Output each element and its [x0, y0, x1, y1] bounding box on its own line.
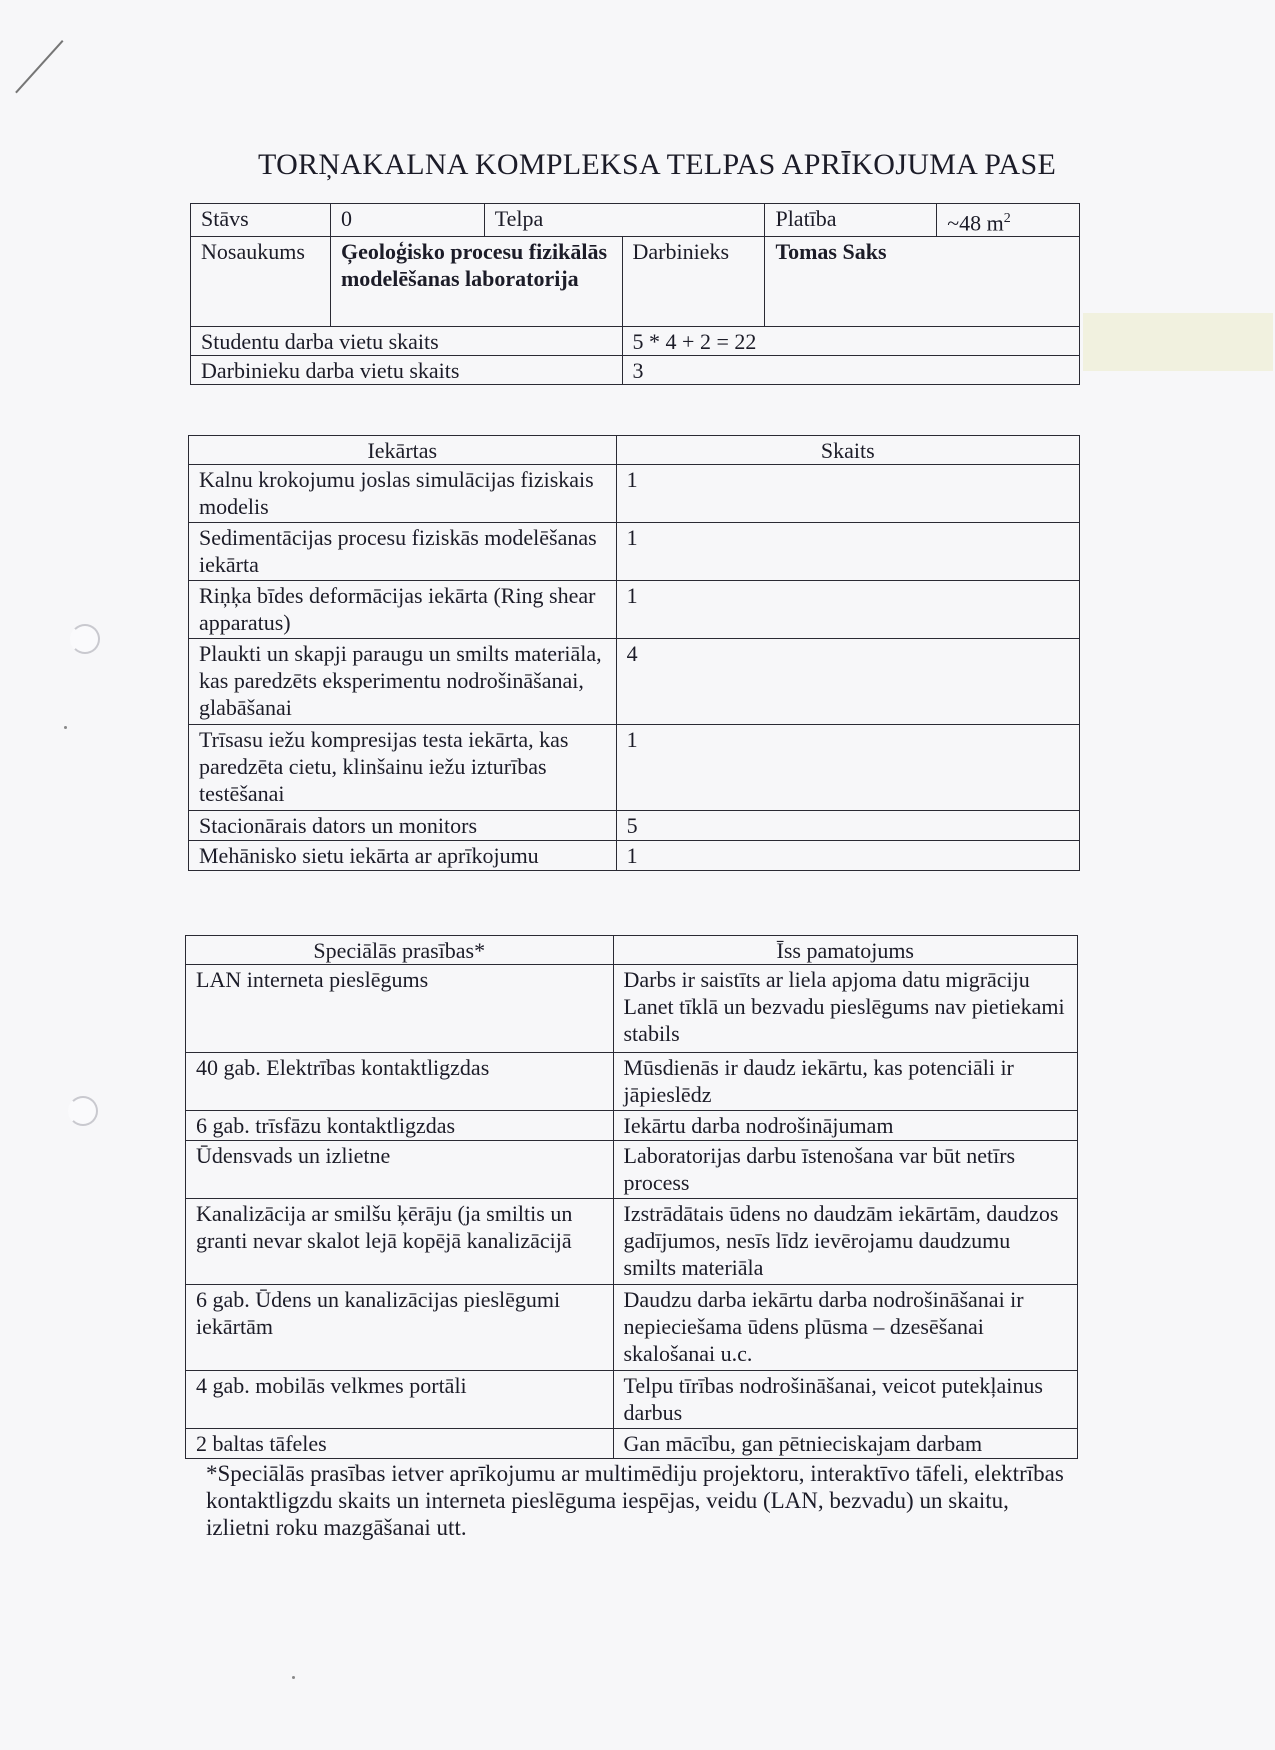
requirements-header-reason: Īss pamatojums: [613, 936, 1078, 965]
equipment-count: 1: [616, 841, 1079, 871]
equipment-count: 1: [616, 725, 1079, 811]
speck: [64, 726, 67, 729]
requirements-table: [185, 935, 1078, 1459]
equipment-row: [189, 523, 1080, 581]
equipment-header-name: Iekārtas: [189, 436, 617, 465]
requirement-text: 6 gab. Ūdens un kanalizācijas pieslēgumi iekārtām: [186, 1285, 614, 1371]
requirement-row: [186, 1199, 1078, 1285]
studentu-value: 5 * 4 + 2 = 22: [622, 327, 1079, 356]
requirement-text: LAN interneta pieslēgums: [186, 965, 614, 1053]
requirement-row: [186, 1371, 1078, 1429]
requirement-reason: Darbs ir saistīts ar liela apjoma datu migrāciju Lanet tīklā un bezvadu pieslēgums nav pietiekami stabils: [613, 965, 1078, 1053]
platiba-value: [937, 204, 1080, 237]
equipment-name: Sedimentācijas procesu fiziskās modelēšanas iekārta: [189, 523, 617, 581]
requirement-row: [186, 965, 1078, 1053]
equipment-name: Mehānisko sietu iekārta ar aprīkojumu: [189, 841, 617, 871]
requirements-header-req: Speciālās prasības*: [186, 936, 614, 965]
equipment-count: 1: [616, 465, 1079, 523]
platiba-label: Platība: [765, 204, 937, 237]
requirement-reason: Laboratorijas darbu īstenošana var būt netīrs process: [613, 1141, 1078, 1199]
studentu-label: Studentu darba vietu skaits: [191, 327, 623, 356]
requirement-row: [186, 1111, 1078, 1141]
equipment-row: [189, 811, 1080, 841]
equipment-count: 1: [616, 523, 1079, 581]
tape-strip: [1083, 313, 1273, 371]
requirement-reason: Iekārtu darba nodrošinājumam: [613, 1111, 1078, 1141]
equipment-name: Stacionārais dators un monitors: [189, 811, 617, 841]
stavs-value: 0: [330, 204, 484, 237]
requirement-text: Kanalizācija ar smilšu ķērāju (ja smiltis un granti nevar skalot lejā kopējā kanalizācijā: [186, 1199, 614, 1285]
requirement-row: [186, 1285, 1078, 1371]
page-title: TORŅAKALNA KOMPLEKSA TELPAS APRĪKOJUMA PASE: [258, 148, 1057, 181]
requirement-row: [186, 1429, 1078, 1459]
requirement-text: 4 gab. mobilās velkmes portāli: [186, 1371, 614, 1429]
pen-mark: [15, 40, 63, 93]
requirement-reason: Mūsdienās ir daudz iekārtu, kas potenciāli ir jāpieslēdz: [613, 1053, 1078, 1111]
equipment-row: [189, 725, 1080, 811]
equipment-count: 1: [616, 581, 1079, 639]
equipment-name: Riņķa bīdes deformācijas iekārta (Ring shear apparatus): [189, 581, 617, 639]
requirement-text: 6 gab. trīsfāzu kontaktligzdas: [186, 1111, 614, 1141]
speck: [292, 1676, 295, 1679]
nosaukums-value: Ģeoloģisko procesu fizikālās modelēšanas laboratorija: [330, 237, 622, 327]
equipment-table: [188, 435, 1080, 871]
equipment-count: 4: [616, 639, 1079, 725]
footnote: *Speciālās prasības ietver aprīkojumu ar multimēdiju projektoru, interaktīvo tāfeli, elektrības kontaktligzdu skaits un interneta pieslēguma iespējas, veidu (LAN, bezvadu) un skaitu, izlietni roku mazgāšanai utt.: [206, 1461, 1064, 1540]
equipment-name: Trīsasu iežu kompresijas testa iekārta, kas paredzēta cietu, klinšainu iežu izturības testēšanai: [189, 725, 617, 811]
equipment-row: [189, 639, 1080, 725]
darbinieks-label: Darbinieks: [622, 237, 765, 327]
platiba-number: ~48 m: [947, 210, 1004, 236]
stavs-label: Stāvs: [191, 204, 331, 237]
telpa-label: Telpa: [484, 204, 765, 237]
requirement-reason: Daudzu darba iekārtu darba nodrošināšanai ir nepieciešama ūdens plūsma – dzesēšanai skalošanai u.c.: [613, 1285, 1078, 1371]
darbinieks-value: Tomas Saks: [765, 237, 1080, 327]
requirement-row: [186, 1141, 1078, 1199]
darbinieku-label: Darbinieku darba vietu skaits: [191, 356, 623, 385]
requirement-text: Ūdensvads un izlietne: [186, 1141, 614, 1199]
equipment-row: [189, 841, 1080, 871]
punch-hole-bottom: [68, 1096, 98, 1126]
equipment-header-count: Skaits: [616, 436, 1079, 465]
equipment-name: Kalnu krokojumu joslas simulācijas fiziskais modelis: [189, 465, 617, 523]
requirement-row: [186, 1053, 1078, 1111]
punch-hole-top: [70, 624, 100, 654]
requirement-reason: Gan mācību, gan pētnieciskajam darbam: [613, 1429, 1078, 1459]
equipment-count: 5: [616, 811, 1079, 841]
nosaukums-label: Nosaukums: [191, 237, 331, 327]
darbinieku-value: 3: [622, 356, 1079, 385]
room-info-table: [190, 203, 1080, 385]
platiba-unit-exponent: 2: [1003, 211, 1011, 226]
equipment-row: [189, 465, 1080, 523]
requirement-text: 2 baltas tāfeles: [186, 1429, 614, 1459]
equipment-row: [189, 581, 1080, 639]
requirement-reason: Telpu tīrības nodrošināšanai, veicot putekļainus darbus: [613, 1371, 1078, 1429]
equipment-name: Plaukti un skapji paraugu un smilts materiāla, kas paredzēts eksperimentu nodrošināšanai, glabāšanai: [189, 639, 617, 725]
requirement-reason: Izstrādātais ūdens no daudzām iekārtām, daudzos gadījumos, nesīs līdz ievērojamu daudzumu smilts materiāla: [613, 1199, 1078, 1285]
requirement-text: 40 gab. Elektrības kontaktligzdas: [186, 1053, 614, 1111]
